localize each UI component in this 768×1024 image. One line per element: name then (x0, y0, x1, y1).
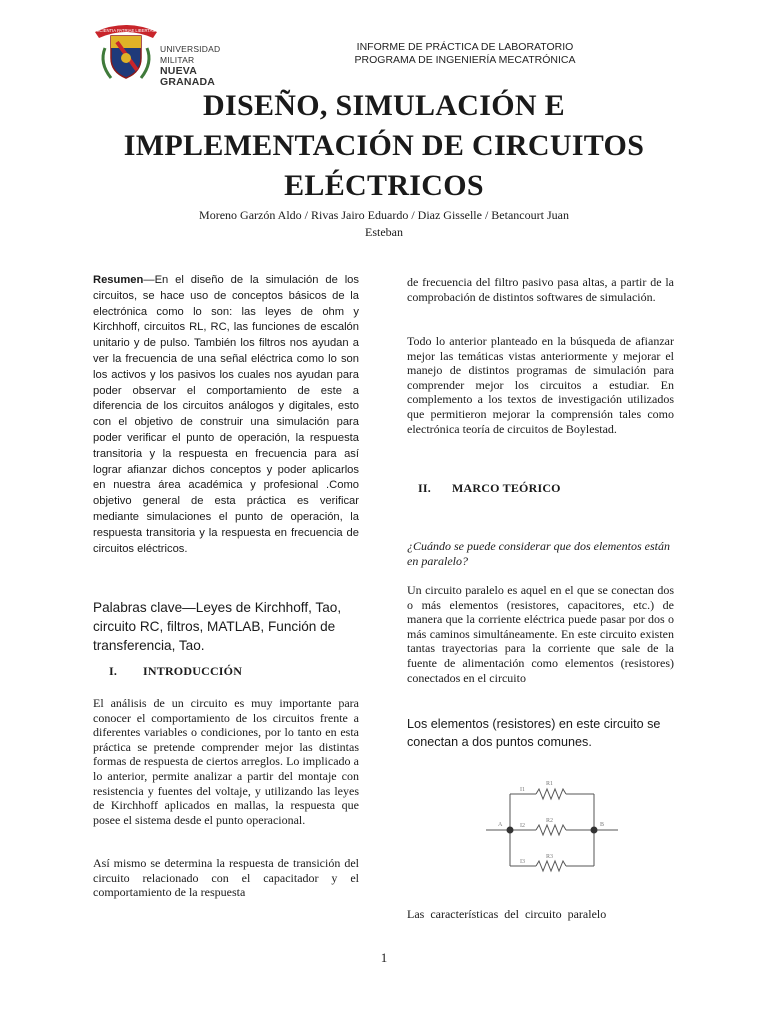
r2-label: R2 (546, 818, 554, 824)
authors-line-1: Moreno Garzón Aldo / Rivas Jairo Eduardo / Diaz Gisselle / Betancourt Juan (199, 208, 569, 222)
i1-label: I1 (520, 787, 525, 793)
i3-label: I3 (520, 859, 525, 865)
abstract-label: Resumen (93, 274, 144, 286)
parallel-circuit-diagram (482, 774, 622, 874)
section-2-title: MARCO TEÓRICO (452, 481, 561, 495)
section-1-title: INTRODUCCIÓN (143, 664, 243, 678)
title-line-2: IMPLEMENTACIÓN DE CIRCUITOS (123, 129, 645, 162)
logo-line-1: UNIVERSIDAD MILITAR (160, 44, 221, 65)
abstract-text: —En el diseño de la simulación de los circuitos, se hace uso de conceptos básicos de la electrónica como lo son: las leyes de ohm y Kirchhoff, circuitos RL, RC, las funciones de escalón unitario y de pulso. También los filtros nos ayudan a ver la frecuencia de una señal eléctrica como lo son los activos y los pasivos los cuales nos ayudan para poder observar el comportamiento de este a diferencia de los circuitos análogos y digitales, esto con el objetivo de construir una simulación para poder verificar el punto de operación, la respuesta transitoria y la respuesta en frecuencia para así lograr afianzar dichos conceptos y poder aplicarlos en nuestra área académica y profesional .Como objetivo general de esta práctica es verificar mediante simulaciones el punto de operación, la respuesta transitoria y la respuesta en frecuencia de circuitos eléctricos. (93, 274, 359, 555)
r1-label: R1 (546, 781, 554, 787)
paper-title (60, 86, 708, 206)
report-header (330, 41, 600, 67)
seal-banner-text: SCIENTIA PATRIAE LIBERTAS (96, 28, 156, 33)
right-paragraph-1: de frecuencia del filtro pasivo pasa altas, a partir de la comprobación de distintos softwares de simulación. (407, 275, 674, 304)
intro-paragraph-1: El análisis de un circuito es muy importante para conocer el comportamiento de los circuitos frente a diferentes variables o condiciones, por lo tanto en esta práctica se pretende comprender mejor las distintas formas de respuesta de ciertos arreglos. Lo implicado a lo anterior, permite analizar a partir del montaje con resistencia y fuentes del voltaje, y utilizando las leyes de Kirchhoff aplicados en mallas, la respuesta que posee el sistema desde el punto operacional. (93, 696, 359, 827)
authors (140, 207, 628, 241)
logo-line-2: NUEVA GRANADA (160, 65, 216, 88)
page-number: 1 (380, 950, 388, 965)
i2-label: I2 (520, 823, 525, 829)
section-2-number: II. (418, 481, 431, 495)
parallel-circuit-definition: Un circuito paralelo es aquel en el que se conectan dos o más elementos (resistores, capacitores, etc.) de manera que la corriente eléctrica puede pasar por dos o más caminos simultáneamente. En este circuito existen tantas trayectorias para la corriente que sale de la fuente de alimentación como elementos (resistores) conectados en el circuito (407, 583, 674, 685)
intro-paragraph-2: Así mismo se determina la respuesta de transición del circuito relacionado con el capacitador y el comportamiento de la respuesta (93, 856, 359, 900)
node-a-label: A (498, 822, 503, 828)
r3-label: R3 (546, 854, 554, 860)
section-1-heading (109, 664, 242, 679)
theory-question: ¿Cuándo se puede considerar que dos elementos están en paralelo? (407, 539, 670, 568)
right-paragraph-2: Todo lo anterior planteado en la búsqueda de afianzar mejor las temáticas vistas anteriormente y mejorar el manejo de distintos programas de simulación para comprender mejor los circuitos a estudiar. En complemento a los textos de investigación utilizados que permitieron mejorar la comprensión tales como electrónica teoría de circuitos de Boylestad. (407, 334, 674, 436)
header-line-1: INFORME DE PRÁCTICA DE LABORATORIO (356, 41, 574, 53)
logo-wordmark (160, 44, 243, 88)
node-b-label: B (600, 822, 605, 828)
node-b (591, 827, 598, 834)
authors-line-2: Esteban (365, 225, 403, 239)
abstract (93, 273, 359, 557)
title-line-3: ELÉCTRICOS (284, 169, 484, 202)
university-logo (93, 18, 243, 86)
title-line-1: DISEÑO, SIMULACIÓN E (203, 89, 565, 122)
keywords: Palabras clave—Leyes de Kirchhoff, Tao, circuito RC, filtros, MATLAB, Función de transferencia, Tao. (93, 600, 342, 653)
section-1-number: I. (109, 664, 118, 678)
header-line-2: PROGRAMA DE INGENIERÍA MECATRÓNICA (354, 54, 576, 66)
university-seal-icon (93, 18, 159, 86)
parallel-characteristics-caption: Las características del circuito paralelo (407, 907, 607, 921)
common-points-note: Los elementos (resistores) en este circuito se conectan a dos puntos comunes. (407, 717, 661, 749)
node-a (507, 827, 514, 834)
section-2-heading (418, 481, 561, 496)
